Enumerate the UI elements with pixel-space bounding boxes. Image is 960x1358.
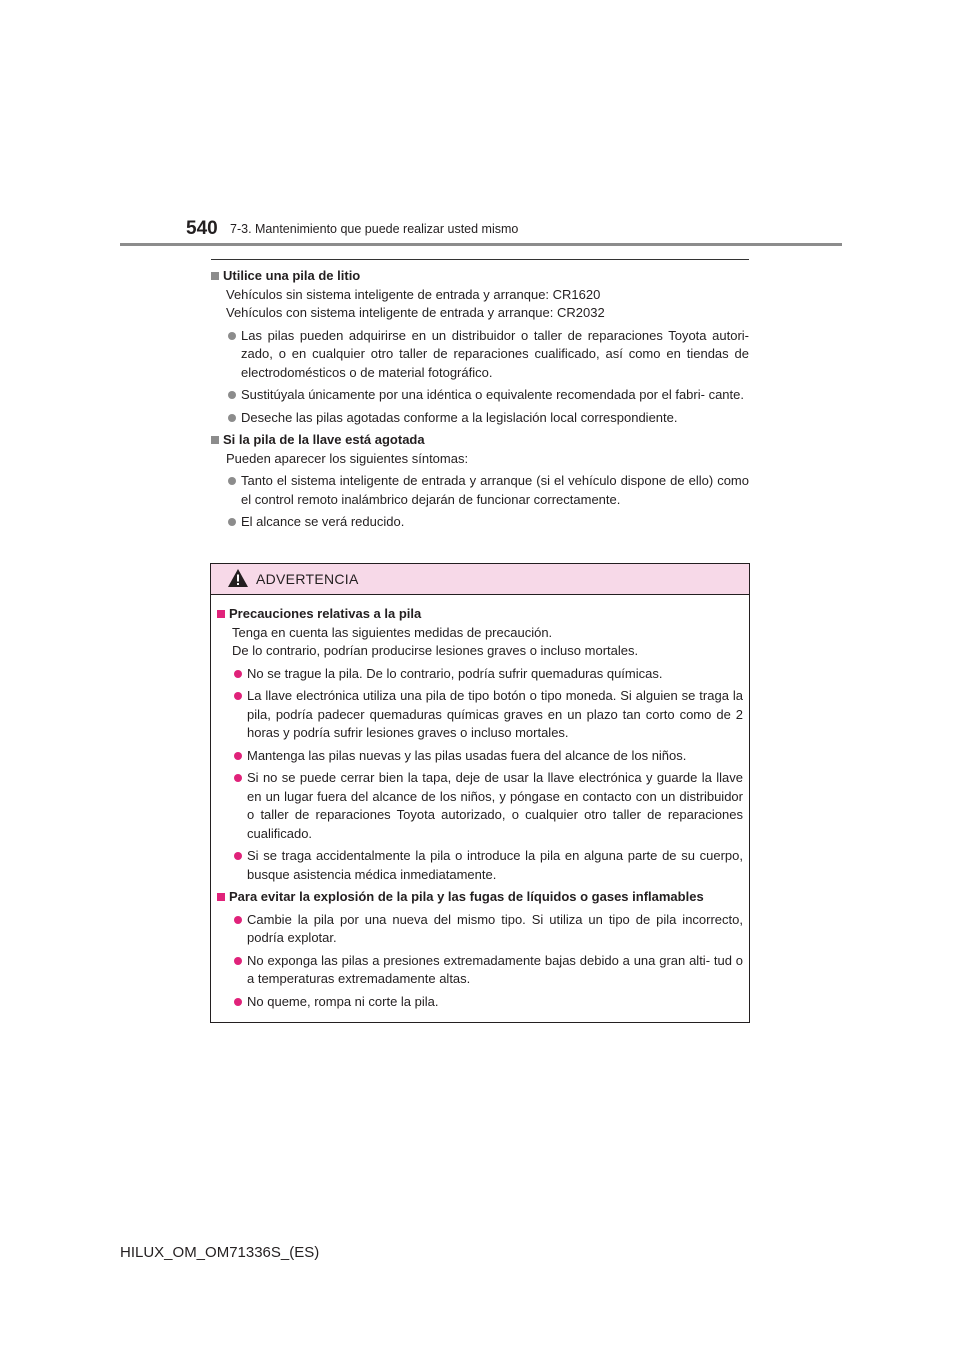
- warning-body: [211, 595, 749, 1011]
- circle-bullet-icon: [234, 998, 242, 1006]
- info-line: Vehículos con sistema inteligente de entrada y arranque: CR2032: [226, 305, 605, 320]
- circle-bullet-icon: [234, 916, 242, 924]
- warning-section-heading: [217, 888, 743, 907]
- circle-bullet-icon: [234, 774, 242, 782]
- circle-bullet-icon: [228, 414, 236, 422]
- section-heading: [211, 267, 749, 286]
- circle-bullet-icon: [234, 957, 242, 965]
- list-item: [217, 687, 743, 743]
- warning-triangle-icon: [227, 568, 249, 588]
- circle-bullet-icon: [234, 852, 242, 860]
- list-item-text: La llave electrónica utiliza una pila de tipo botón o tipo moneda. Si alguien se traga la pila, podría padecer quemaduras químicas graves en un plazo tan corto como de 2 horas y podría sufrir lesiones graves o incluso mortales.: [247, 688, 743, 740]
- list-item-text: Las pilas pueden adquirirse en un distribuidor o taller de reparaciones Toyota autori- zado, o en cualquier otro taller de reparaciones cualificado, así como en tiendas de electrodomésticos o de material fotográfico.: [241, 327, 749, 380]
- circle-bullet-icon: [234, 670, 242, 678]
- section-heading-text: Si la pila de la llave está agotada: [223, 432, 425, 447]
- list-item: [217, 993, 743, 1012]
- list-item-text: No exponga las pilas a presiones extremadamente bajas debido a una gran alti- tud o a temperaturas extremadamente altas.: [247, 952, 743, 986]
- content-divider: [211, 259, 749, 260]
- list-item: [217, 747, 743, 766]
- list-item: [217, 952, 743, 989]
- list-item: [217, 911, 743, 948]
- list-item-text: No se trague la pila. De lo contrario, podría sufrir quemaduras químicas.: [247, 665, 663, 681]
- circle-bullet-icon: [228, 518, 236, 526]
- section-heading: [211, 431, 749, 450]
- circle-bullet-icon: [234, 752, 242, 760]
- square-bullet-icon: [211, 436, 219, 444]
- list-item-text: Si no se puede cerrar bien la tapa, deje de usar la llave electrónica y guarde la llave en un lugar fuera del alcance de los niños, y póngase en contacto con un distribuidor o taller de reparaciones Toyota autorizado, o cualquier otro taller de reparaciones cualificado.: [247, 770, 743, 841]
- circle-bullet-icon: [228, 332, 236, 340]
- list-item: [211, 513, 749, 532]
- page-number: 540: [186, 218, 218, 239]
- list-item: [211, 409, 749, 428]
- info-line: Vehículos sin sistema inteligente de entrada y arranque: CR1620: [226, 286, 601, 302]
- list-item-text: El alcance se verá reducido.: [241, 514, 405, 529]
- main-content: [211, 267, 749, 532]
- info-line: De lo contrario, podrían producirse lesiones graves o incluso mortales.: [232, 643, 639, 658]
- list-item: [211, 327, 749, 383]
- section-title: 7-3. Mantenimiento que puede realizar usted mismo: [230, 222, 519, 236]
- circle-bullet-icon: [234, 692, 242, 700]
- list-item-text: Cambie la pila por una nueva del mismo tipo. Si utiliza un tipo de pila incorrecto, podría explotar.: [247, 911, 743, 945]
- warning-box: [210, 563, 750, 1023]
- list-item-text: Deseche las pilas agotadas conforme a la legislación local correspondiente.: [241, 409, 678, 425]
- page-header: [0, 0, 960, 250]
- list-item: [211, 386, 749, 405]
- square-bullet-icon: [217, 893, 225, 901]
- warning-header: [211, 564, 749, 595]
- info-line: Pueden aparecer los siguientes síntomas:: [226, 450, 469, 466]
- list-item-text: Tanto el sistema inteligente de entrada y arranque (si el vehículo dispone de ello) como el control remoto inalámbrico dejarán de funcionar correctamente.: [241, 473, 749, 507]
- list-item: [217, 665, 743, 684]
- square-bullet-icon: [211, 272, 219, 280]
- square-bullet-icon: [217, 610, 225, 618]
- list-item-text: No queme, rompa ni corte la pila.: [247, 993, 439, 1009]
- warning-label: ADVERTENCIA: [256, 571, 359, 587]
- list-item: [217, 847, 743, 884]
- info-line: Tenga en cuenta las siguientes medidas de precaución.: [232, 624, 553, 640]
- document-code: HILUX_OM_OM71336S_(ES): [120, 1244, 320, 1261]
- section-heading-text: Para evitar la explosión de la pila y las fugas de líquidos o gases inflamables: [229, 889, 704, 904]
- list-item: [217, 769, 743, 843]
- circle-bullet-icon: [228, 391, 236, 399]
- warning-section-heading: [217, 605, 743, 624]
- list-item-text: Sustitúyala únicamente por una idéntica o equivalente recomendada por el fabri- cante.: [241, 387, 744, 402]
- circle-bullet-icon: [228, 477, 236, 485]
- list-item: [211, 472, 749, 509]
- section-heading-text: Precauciones relativas a la pila: [229, 606, 422, 621]
- list-item-text: Mantenga las pilas nuevas y las pilas usadas fuera del alcance de los niños.: [247, 747, 687, 763]
- list-item-text: Si se traga accidentalmente la pila o introduce la pila en alguna parte de su cuerpo, busque asistencia médica inmediatamente.: [247, 848, 743, 882]
- header-divider: [120, 243, 842, 246]
- section-heading-text: Utilice una pila de litio: [223, 268, 361, 283]
